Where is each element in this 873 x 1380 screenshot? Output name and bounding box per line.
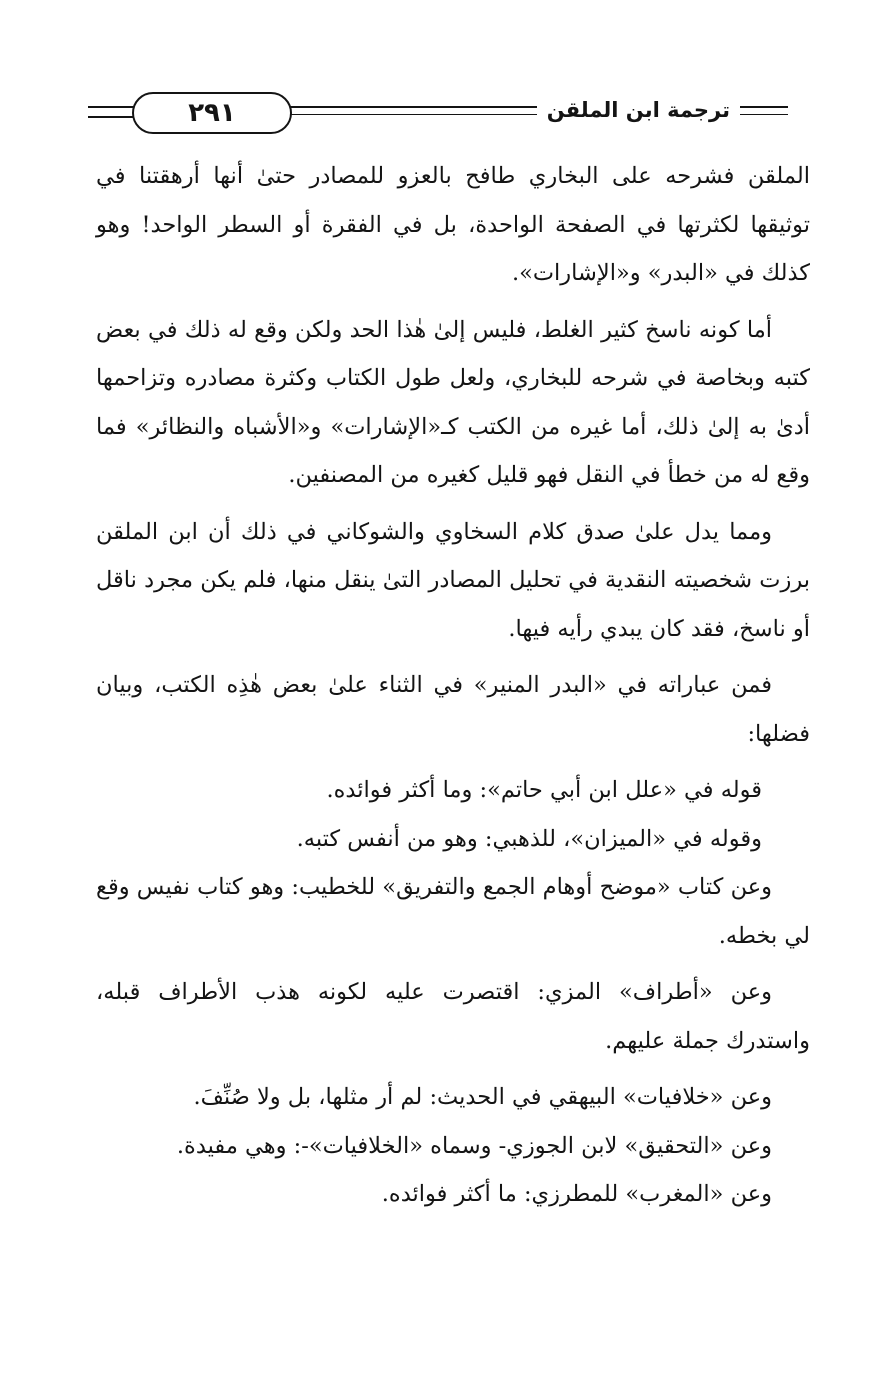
entry-2: وعن «أطراف» المزي: اقتصرت عليه لكونه هذب الأطراف قبله، واستدرك جملة عليهم. — [96, 979, 810, 1054]
running-title: ترجمة ابن الملقن — [537, 98, 740, 122]
page-header — [88, 92, 788, 138]
paragraph-2: أما كونه ناسخ كثير الغلط، فليس إلىٰ هٰذا الحد ولكن وقع له ذلك في بعض كتبه وبخاصة في شرحه للبخاري، ولعل طول الكتاب وكثرة مصادره وتزاحمها أدىٰ به إلىٰ ذلك، أما غيره من الكتب كـ«الإشارات» و«الأشباه والنظائر» فما وقع له من خطأ في النقل فهو قليل كغيره من المصنفين. — [96, 316, 810, 488]
page-number-badge — [132, 92, 292, 134]
quote-line-1: قوله في «علل ابن أبي حاتم»: وما أكثر فوائده. — [326, 777, 762, 803]
header-rule-left — [88, 106, 136, 108]
paragraph-4: فمن عباراته في «البدر المنير» في الثناء علىٰ بعض هٰذِه الكتب، وبيان فضلها: — [96, 672, 810, 747]
entry-1: وعن كتاب «موضح أوهام الجمع والتفريق» للخطيب: وهو كتاب نفيس وقع لي بخطه. — [96, 874, 810, 949]
paragraph-3: ومما يدل علىٰ صدق كلام السخاوي والشوكاني في ذلك أن ابن الملقن برزت شخصيته النقدية في تحليل المصادر التىٰ ينقل منها، فلم يكن مجرد ناقل أو ناسخ، فقد كان يبدي رأيه فيها. — [96, 518, 810, 642]
closing-line-1: وعن «خلافيات» البيهقي في الحديث: لم أر مثلها، بل ولا صُنِّفَ. — [193, 1084, 772, 1110]
body-text — [96, 152, 810, 1219]
paragraph-1: الملقن فشرحه على البخاري طافح بالعزو للمصادر حتىٰ أنها أرهقتنا في توثيقها لكثرتها في الصفحة الواحدة، بل في الفقرة أو السطر الواحد! وهو كذلك في «البدر» و«الإشارات». — [96, 163, 810, 286]
closing-line-2: وعن «التحقيق» لابن الجوزي- وسماه «الخلافيات»-: وهي مفيدة. — [176, 1132, 772, 1159]
header-rule-left-lower — [88, 116, 136, 118]
closing-line-3: وعن «المغرب» للمطرزي: ما أكثر فوائده. — [381, 1181, 772, 1207]
quote-line-2: وقوله في «الميزان»، للذهبي: وهو من أنفس كتبه. — [296, 825, 762, 852]
page-number: ٢٩١ — [188, 98, 236, 128]
